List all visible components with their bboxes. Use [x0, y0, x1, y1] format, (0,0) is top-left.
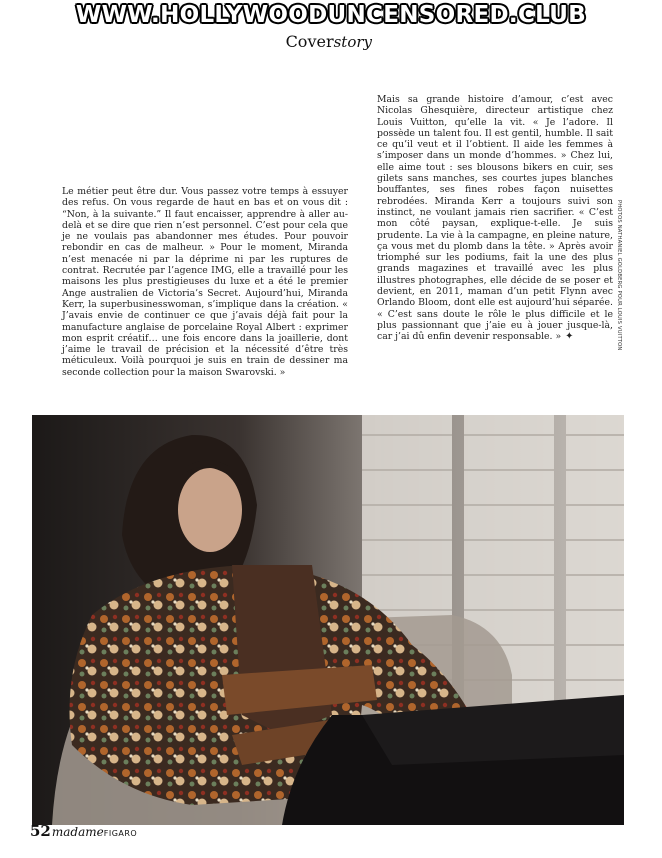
section-label-regular: Cover — [285, 32, 334, 51]
article-right-column-wrapper — [377, 94, 613, 343]
page-footer — [30, 822, 137, 852]
photo-credit: PHOTOS NATHANIEL GOLDBERG POUR LOUIS VUITTON — [616, 200, 622, 351]
article-left-column: Le métier peut être dur. Vous passez votre temps à essuyer des refus. On vous regarde de haut en bas et on vous dit : “Non, à la suivante.” Il faut encaisser, apprendre à aller au-delà et se dire que rien n’est personnel. C’est pour cela que je ne voulais pas abandonner mes études. Pour pouvoir rebondir en cas de malheur. » Pour le moment, Miranda n’est menacée ni par la déprime ni par les ruptures de contrat. Recrutée par l’agence IMG, elle a travaillé pour les maisons les plus prestigieuses du luxe et a été le premier Ange australien de Victoria’s Secret. Aujourd’hui, Miranda Kerr, la superbusinesswoman, s’implique dans la création. « J’avais envie de continuer ce que j’avais déjà fait pour la manufacture anglaise de porcelaine Royal Albert : exprimer mon esprit créatif… une fois encore dans la joaillerie, dont j’aime le travail de précision et la nécessité d’être très méticuleux. Voilà pourquoi je suis en train de dessiner ma seconde collection pour la maison Swarovski. » — [62, 186, 348, 378]
end-mark-icon: ✦ — [565, 331, 574, 343]
magazine-name-part2: FIGARO — [103, 829, 138, 838]
magazine-name-part1: madame — [51, 825, 104, 839]
article-right-column: Mais sa grande histoire d’amour, c’est avec Nicolas Ghesquière, directeur artistique chez Louis Vuitton, qu’elle la vit. « Je l’adore. Il possède un talent fou. Il est gentil, humble. Il sait ce qu’il veut et il l’obtient. Il aide les femmes à s’imposer dans un monde d’hommes. » Chez lui, elle aime tout : ses blousons bikers en cuir, ses gilets sans manches, ses courtes jupes blanches bouffantes, ses fines robes façon nuisettes rebrodées. Miranda Kerr a toujours suivi son instinct, ne voulant jamais rien sacrifier. « C’est mon côté paysan, explique-t-elle. Je suis prudente. La vie à la campagne, en pleine nature, ça vous met du plomb dans la tête. » Après avoir triomphé sur les podiums, fait la une des plus grands magazines et travaillé avec les plus illustres photographes, elle décide de se poser et devient, en 2011, maman d’un petit Flynn avec Orlando Bloom, dont elle est aujourd’hui séparée. « C’est sans doute le rôle le plus difficile et le plus passionnant que j’aie eu à jouer jusque-là, car j’ai dû enfin devenir responsable. » — [377, 94, 613, 343]
cover-photo — [32, 415, 624, 825]
section-label-italic: story — [333, 33, 372, 51]
watermark: WWW.HOLLYWOODUNCENSORED.CLUB — [75, 2, 587, 28]
page-number: 52 — [30, 822, 51, 840]
section-label — [286, 32, 372, 51]
